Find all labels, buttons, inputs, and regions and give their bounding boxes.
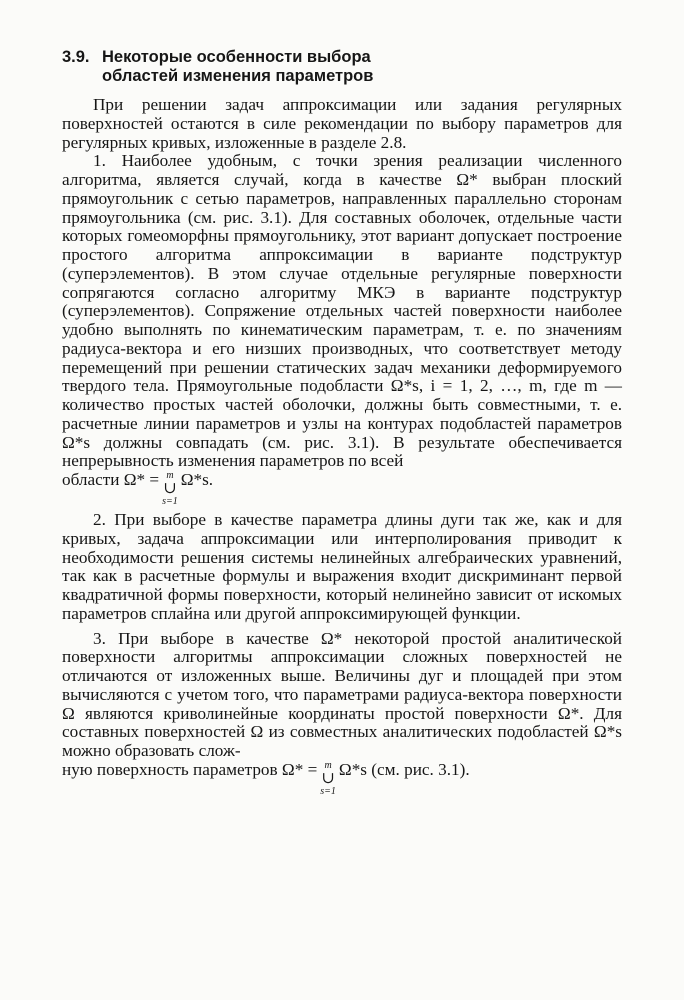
union-symbol: ∪ xyxy=(321,769,335,787)
section-title-line2: областей изменения параметров xyxy=(102,67,374,85)
section-number: 3.9. xyxy=(62,48,90,66)
body-text xyxy=(62,96,622,799)
paragraph-item-3: 3. При выборе в качестве Ω* некоторой простой аналитической поверхности алгоритмы аппроксимации сложных поверхностей не отличаются от изложенных выше. Величины дуг и площадей при этом вычисляются с учетом того, что параметрами радиуса-вектора поверхности Ω являются криволинейные координаты простой поверхности Ω*. Для составных поверхностей Ω из совместных аналитических подобластей Ω*s можно образовать слож- xyxy=(62,628,622,760)
section-heading xyxy=(62,48,622,86)
union-operator xyxy=(320,761,336,797)
union-lower-limit: s=1 xyxy=(320,785,336,797)
union-upper-limit: m xyxy=(324,759,332,771)
union-lower-limit: s=1 xyxy=(162,496,178,507)
formula2-suffix: Ω*s (см. рис. 3.1). xyxy=(338,759,470,779)
formula-union-2 xyxy=(62,761,622,799)
union-symbol: ∪ xyxy=(163,480,177,497)
paragraph-intro: При решении задач аппроксимации или задания регулярных поверхностей остаются в силе рекомендации по выбору параметров для регулярных кривых, изложенные в разделе 2.8. xyxy=(62,95,622,152)
paragraph-item-2: 2. При выборе в качестве параметра длины дуги так же, как и для кривых, задача аппроксимации или интерполирования приводит к необходимости решения системы нелинейных алгебраических уравнений, так как в расчетные формулы и выражения входит дискриминант первой квадратичной формы поверхности, который нелинейно зависит от искомых параметров сплайна или другой аппроксимирующей функции. xyxy=(62,510,622,623)
formula1-suffix: Ω*s. xyxy=(180,470,214,489)
section-title-line1: Некоторые особенности выбора xyxy=(102,48,371,66)
formula-union-1 xyxy=(62,471,622,511)
formula1-prefix: области Ω* = xyxy=(62,470,160,489)
formula2-prefix: ную поверхность параметров Ω* = xyxy=(62,759,318,779)
union-upper-limit: m xyxy=(166,470,174,481)
paragraph-item-1: 1. Наиболее удобным, с точки зрения реализации численного алгоритма, является случай, когда в качестве Ω* выбран плоский прямоугольник с сетью параметров, направленных параллельно сторонам прямоугольника (см. рис. 3.1). Для составных оболочек, отдельные части которых гомеоморфны прямоугольнику, этот вариант допускает построение простого алгоритма аппроксимации в варианте подструктур (суперэлементов). В этом случае отдельные регулярные поверхности сопрягаются согласно алгоритму МКЭ в варианте подструктур (суперэлементов). Сопряжение отдельных частей поверхности наиболее удобно выполнять по кинематическим параметрам, т. е. по значениям радиуса-вектора и его низших производных, что соответствует методу перемещений при решении статических задач механики деформируемого твердого тела. Прямоугольные подобласти Ω*s, i = 1, 2, …, m, где m — количество простых частей оболочки, должны быть совместными, т. е. расчетные линии параметров и узлы на контурах подобластей параметров Ω*s должны совпадать (см. рис. 3.1). В результате обеспечивается непрерывность изменения параметров по всей xyxy=(62,151,622,471)
union-operator xyxy=(162,471,178,507)
